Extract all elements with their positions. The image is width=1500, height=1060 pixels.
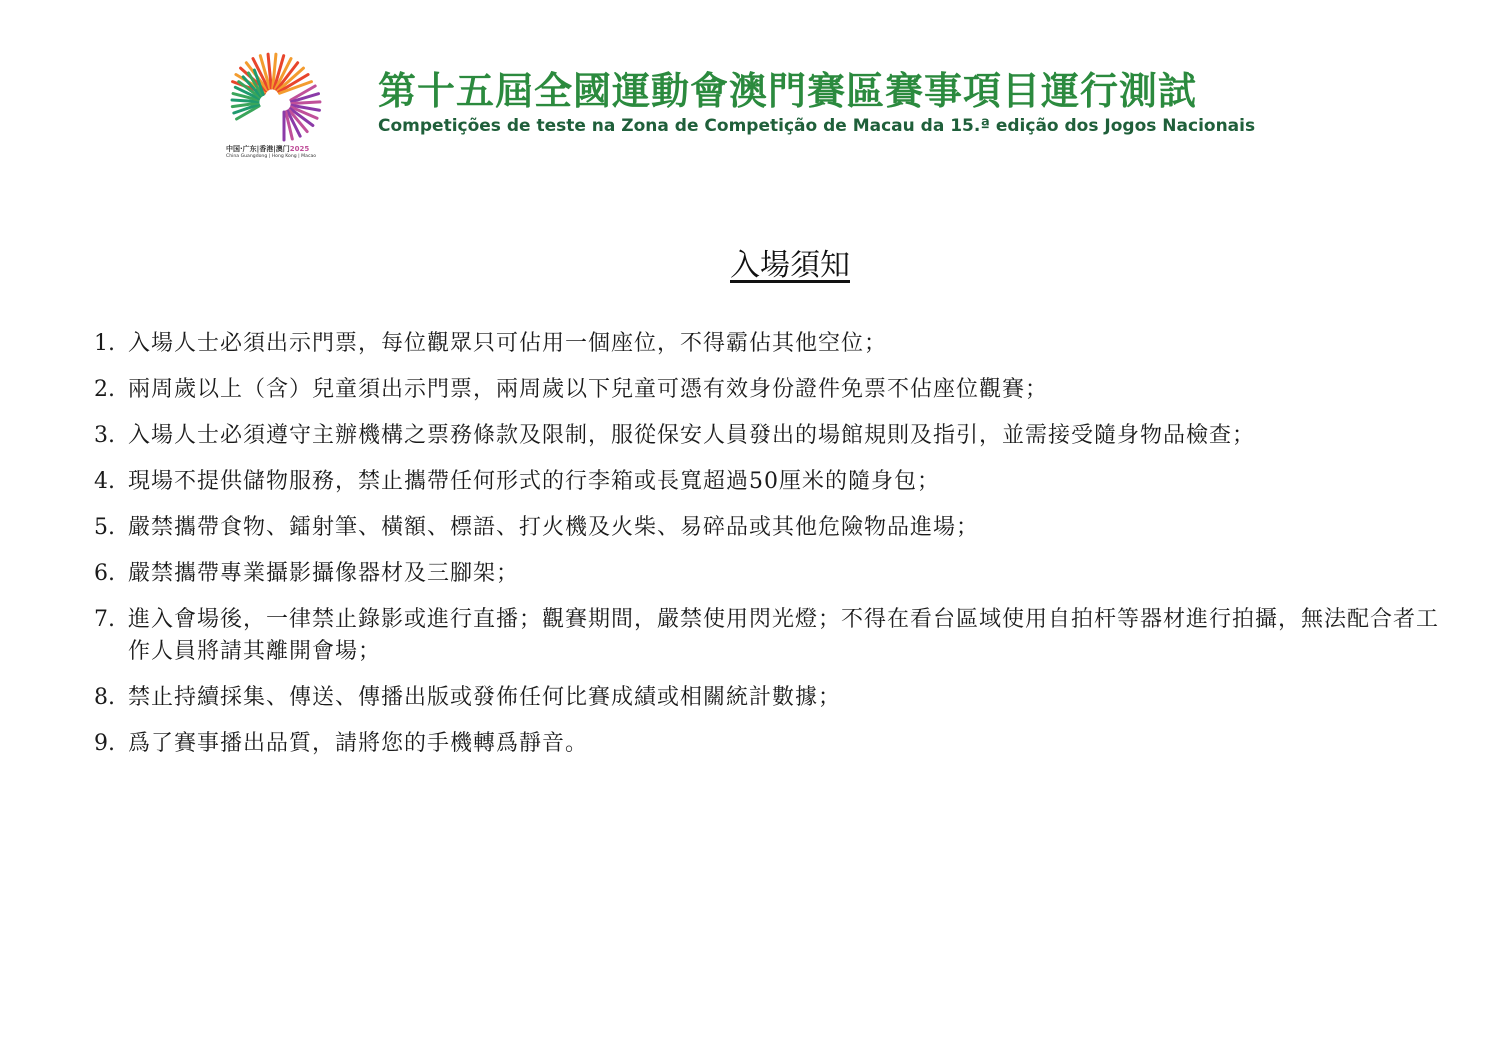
rule-text: 現場不提供儲物服務，禁止攜帶任何形式的行李箱或長寬超過50厘米的隨身包； bbox=[128, 469, 940, 494]
rule-text: 進入會場後，一律禁止錄影或進行直播；觀賽期間，嚴禁使用閃光燈；不得在看台區域使用自拍杆等器材進行拍攝，無法配合者工作人員將請其離開會場； bbox=[128, 607, 1440, 664]
rule-number: 8. bbox=[94, 685, 115, 710]
rule-number: 3. bbox=[94, 423, 115, 448]
rule-number: 4. bbox=[94, 469, 115, 494]
notice-title: 入場須知 bbox=[730, 248, 850, 283]
rule-text: 禁止持續採集、傳送、傳播出版或發佈任何比賽成績或相關統計數據； bbox=[128, 685, 842, 710]
logo-caption-year: 2025 bbox=[289, 145, 310, 153]
rule-number: 7. bbox=[94, 607, 115, 632]
rule-text: 嚴禁攜帶專業攝影攝像器材及三腳架； bbox=[128, 561, 520, 586]
event-title-portuguese: Competições de teste na Zona de Competição de Macau da 15.ª edição dos Jogos Nacionais bbox=[378, 116, 1256, 136]
rule-text: 入場人士必須出示門票，每位觀眾只可佔用一個座位，不得霸佔其他空位； bbox=[128, 331, 888, 356]
admission-rules-list bbox=[94, 328, 1454, 774]
rule-item bbox=[94, 420, 1454, 452]
national-games-logo bbox=[222, 38, 338, 160]
rule-number: 2. bbox=[94, 377, 115, 402]
rule-item bbox=[94, 558, 1454, 590]
event-title-chinese: 第十五屆全國運動會澳門賽區賽事項目運行測試 bbox=[378, 69, 1198, 113]
rule-text: 兩周歲以上（含）兒童須出示門票，兩周歲以下兒童可憑有效身份證件免票不佔座位觀賽； bbox=[128, 377, 1049, 402]
national-games-fan-logo-icon bbox=[222, 38, 338, 142]
rule-item bbox=[94, 682, 1454, 714]
rule-number: 1. bbox=[94, 331, 115, 356]
rule-item bbox=[94, 466, 1454, 498]
rule-item bbox=[94, 328, 1454, 360]
rule-item bbox=[94, 728, 1454, 760]
rule-number: 9. bbox=[94, 731, 115, 756]
rule-item bbox=[94, 604, 1454, 668]
rule-text: 嚴禁攜帶食物、鐳射筆、橫額、標語、打火機及火柴、易碎品或其他危險物品進場； bbox=[128, 515, 980, 540]
rule-number: 5. bbox=[94, 515, 115, 540]
header bbox=[222, 38, 1282, 168]
rule-item bbox=[94, 374, 1454, 406]
rule-text: 入場人士必須遵守主辦機構之票務條款及限制，服從保安人員發出的場館規則及指引，並需接受隨身物品檢查； bbox=[128, 423, 1256, 448]
logo-ray bbox=[292, 102, 320, 104]
rule-item bbox=[94, 512, 1454, 544]
rule-number: 6. bbox=[94, 561, 115, 586]
logo-caption-english: China Guangdong | Hong Kong | Macao bbox=[226, 154, 317, 159]
logo-caption-region: 中国·广东|香港|澳门2025 bbox=[226, 145, 310, 153]
rule-text: 爲了賽事播出品質，請將您的手機轉爲靜音。 bbox=[128, 731, 589, 756]
